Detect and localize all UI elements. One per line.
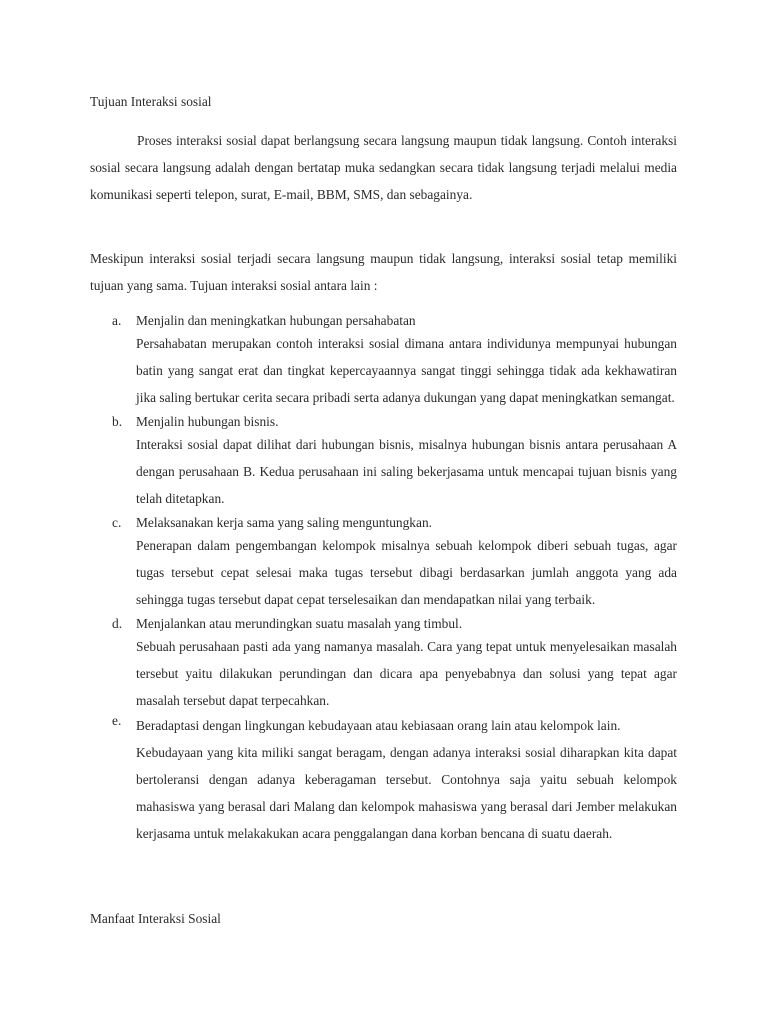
goals-list bbox=[90, 312, 677, 847]
list-item-title: Menjalin hubungan bisnis. bbox=[136, 414, 279, 429]
list-item-body: Kebudayaan yang kita miliki sangat beragam, dengan adanya interaksi sosial diharapkan kita dapat bertoleransi dengan adanya keberagaman tersebut. Contohnya saja yaitu sebuah kelompok mahasiswa yang berasal dari Malang dan kelompok mahasiswa yang berasal dari Jember melakukan kerjasama untuk melakakukan acara penggalangan dana korban bencana di suatu daerah. bbox=[136, 745, 677, 841]
list-item-title: Menjalankan atau merundingkan suatu masalah yang timbul. bbox=[136, 616, 463, 631]
list-marker: d. bbox=[112, 616, 123, 631]
summary-paragraph: Meskipun interaksi sosial terjadi secara langsung maupun tidak langsung, interaksi sosial tetap memiliki tujuan yang sama. Tujuan interaksi sosial antara lain : bbox=[90, 251, 677, 293]
list-item-body: Penerapan dalam pengembangan kelompok misalnya sebuah kelompok diberi sebuah tugas, agar tugas tersebut cepat selesai maka tugas tersebut dibagi berdasarkan jumlah anggota yang ada sehingga tugas tersebut dapat cepat terselesaikan dan mendapatkan nilai yang terbaik. bbox=[136, 538, 677, 607]
list-item-title: Menjalin dan meningkatkan hubungan persahabatan bbox=[136, 313, 416, 328]
section-heading-manfaat: Manfaat Interaksi Sosial bbox=[90, 911, 221, 926]
intro-paragraph: Proses interaksi sosial dapat berlangsung secara langsung maupun tidak langsung. Contoh interaksi sosial secara langsung adalah dengan bertatap muka sedangkan secara tidak langsung terjadi melalui media komunikasi seperti telepon, surat, E-mail, BBM, SMS, dan sebagainya. bbox=[90, 133, 677, 202]
list-item-title: Melaksanakan kerja sama yang saling menguntungkan. bbox=[136, 515, 432, 530]
list-item bbox=[90, 413, 677, 512]
list-item-body: Interaksi sosial dapat dilihat dari hubungan bisnis, misalnya hubungan bisnis antara perusahaan A dengan perusahaan B. Kedua perusahaan ini saling bekerjasama untuk mencapai tujuan bisnis yang telah ditetapkan. bbox=[136, 437, 677, 506]
list-item-body: Persahabatan merupakan contoh interaksi sosial dimana antara individunya mempunyai hubungan batin yang sangat erat dan tingkat kepercayaannya sangat tinggi sehingga tidak ada kekhawatiran jika saling bertukar cerita secara pribadi serta adanya dukungan yang dapat meningkatkan semangat. bbox=[136, 336, 677, 405]
list-item bbox=[90, 514, 677, 613]
list-item bbox=[90, 615, 677, 714]
list-item bbox=[90, 312, 677, 411]
section-heading-tujuan: Tujuan Interaksi sosial bbox=[90, 94, 212, 109]
list-marker: c. bbox=[112, 515, 122, 530]
list-item-title: Beradaptasi dengan lingkungan kebudayaan atau kebiasaan orang lain atau kelompok lain. bbox=[136, 718, 621, 733]
list-marker: b. bbox=[112, 414, 123, 429]
list-item-body: Sebuah perusahaan pasti ada yang namanya masalah. Cara yang tepat untuk menyelesaikan masalah tersebut yaitu dilakukan perundingan dan dicara apa penyebabnya dan solusi yang tepat agar masalah tersebut dapat terpecahkan. bbox=[136, 639, 677, 708]
list-marker: e. bbox=[112, 713, 122, 728]
list-marker: a. bbox=[112, 313, 122, 328]
list-item bbox=[90, 712, 677, 847]
